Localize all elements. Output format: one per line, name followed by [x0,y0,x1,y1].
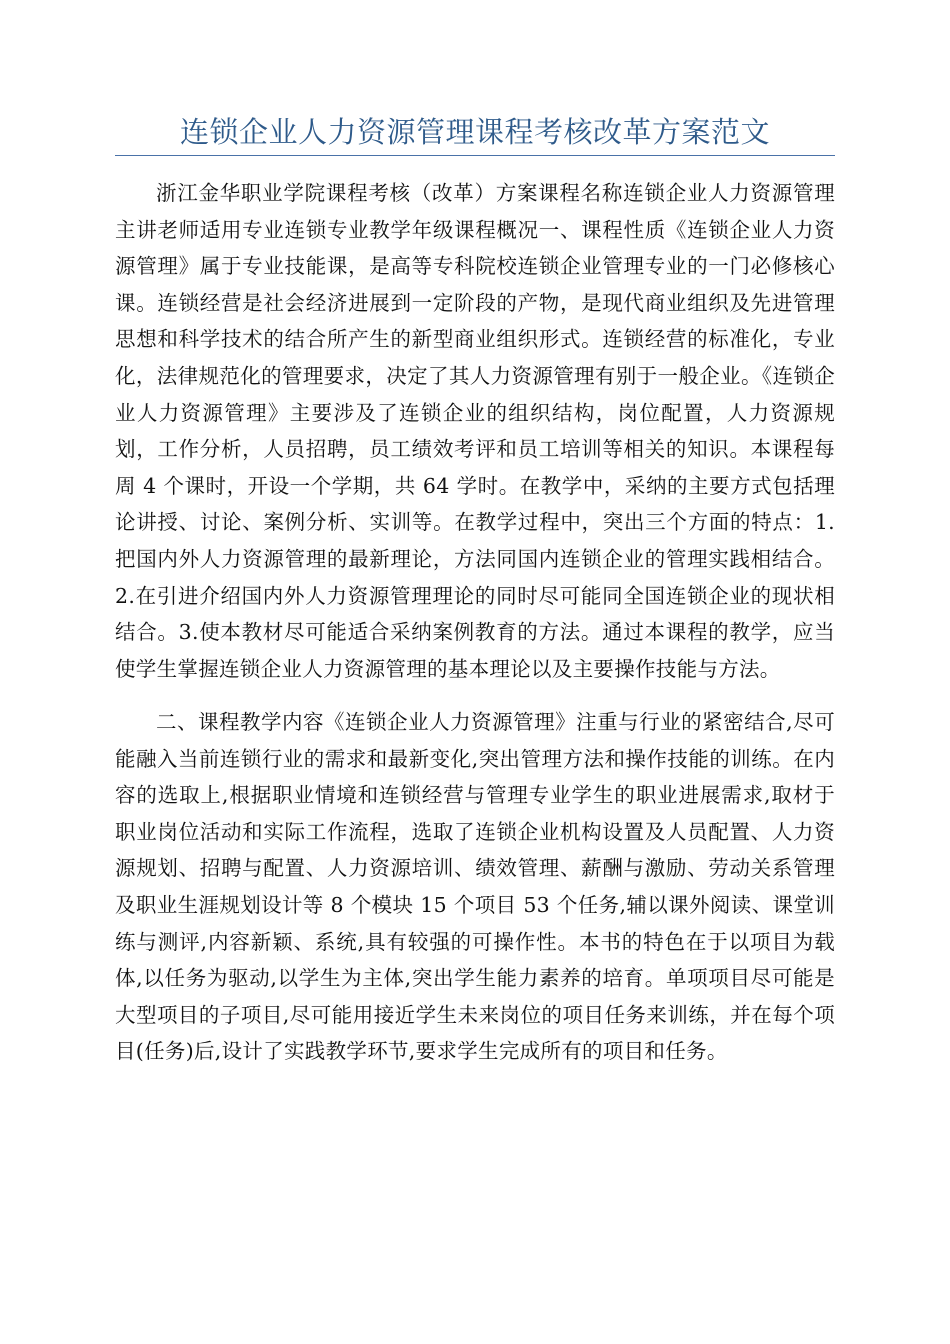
document-title: 连锁企业人力资源管理课程考核改革方案范文 [179,115,770,149]
paragraph-teaching-content: 二、课程教学内容《连锁企业人力资源管理》注重与行业的紧密结合,尽可能融入当前连锁行业的需求和最新变化,突出管理方法和操作技能的训练。在内容的选取上,根据职业情境和连锁经营与管理专业学生的职业进展需求,取材于职业岗位活动和实际工作流程，选取了连锁企业机构设置及人员配置、人力资源规划、招聘与配置、人力资源培训、绩效管理、薪酬与激励、劳动关系管理及职业生涯规划设计等 8 个模块 15 个项目 53 个任务,辅以课外阅读、课堂训练与测评,内容新颖、系统,具有较强的可操作性。本书的特色在于以项目为载体,以任务为驱动,以学生为主体,突出学生能力素养的培育。单项项目尽可能是大型项目的子项目,尽可能用接近学生未来岗位的项目任务来训练，并在每个项目(任务)后,设计了实践教学环节,要求学生完成所有的项目和任务。 [115,710,835,1064]
title-underline [115,155,835,156]
paragraph-course-overview: 浙江金华职业学院课程考核（改革）方案课程名称连锁企业人力资源管理主讲老师适用专业连锁专业教学年级课程概况一、课程性质《连锁企业人力资源管理》属于专业技能课，是高等专科院校连锁企业管理专业的一门必修核心课。连锁经营是社会经济进展到一定阶段的产物，是现代商业组织及先进管理思想和科学技术的结合所产生的新型商业组织形式。连锁经营的标准化，专业化，法律规范化的管理要求，决定了其人力资源管理有别于一般企业。《连锁企业人力资源管理》主要涉及了连锁企业的组织结构，岗位配置，人力资源规划，工作分析，人员招聘，员工绩效考评和员工培训等相关的知识。本课程每周 4 个课时，开设一个学期，共 64 学时。在教学中，采纳的主要方式包括理论讲授、讨论、案例分析、实训等。在教学过程中，突出三个方面的特点：1.把国内外人力资源管理的最新理论，方法同国内连锁企业的管理实践相结合。2.在引进介绍国内外人力资源管理理论的同时尽可能同全国连锁企业的现状相结合。3.使本教材尽可能适合采纳案例教育的方法。通过本课程的教学，应当使学生掌握连锁企业人力资源管理的基本理论以及主要操作技能与方法。 [115,181,835,681]
